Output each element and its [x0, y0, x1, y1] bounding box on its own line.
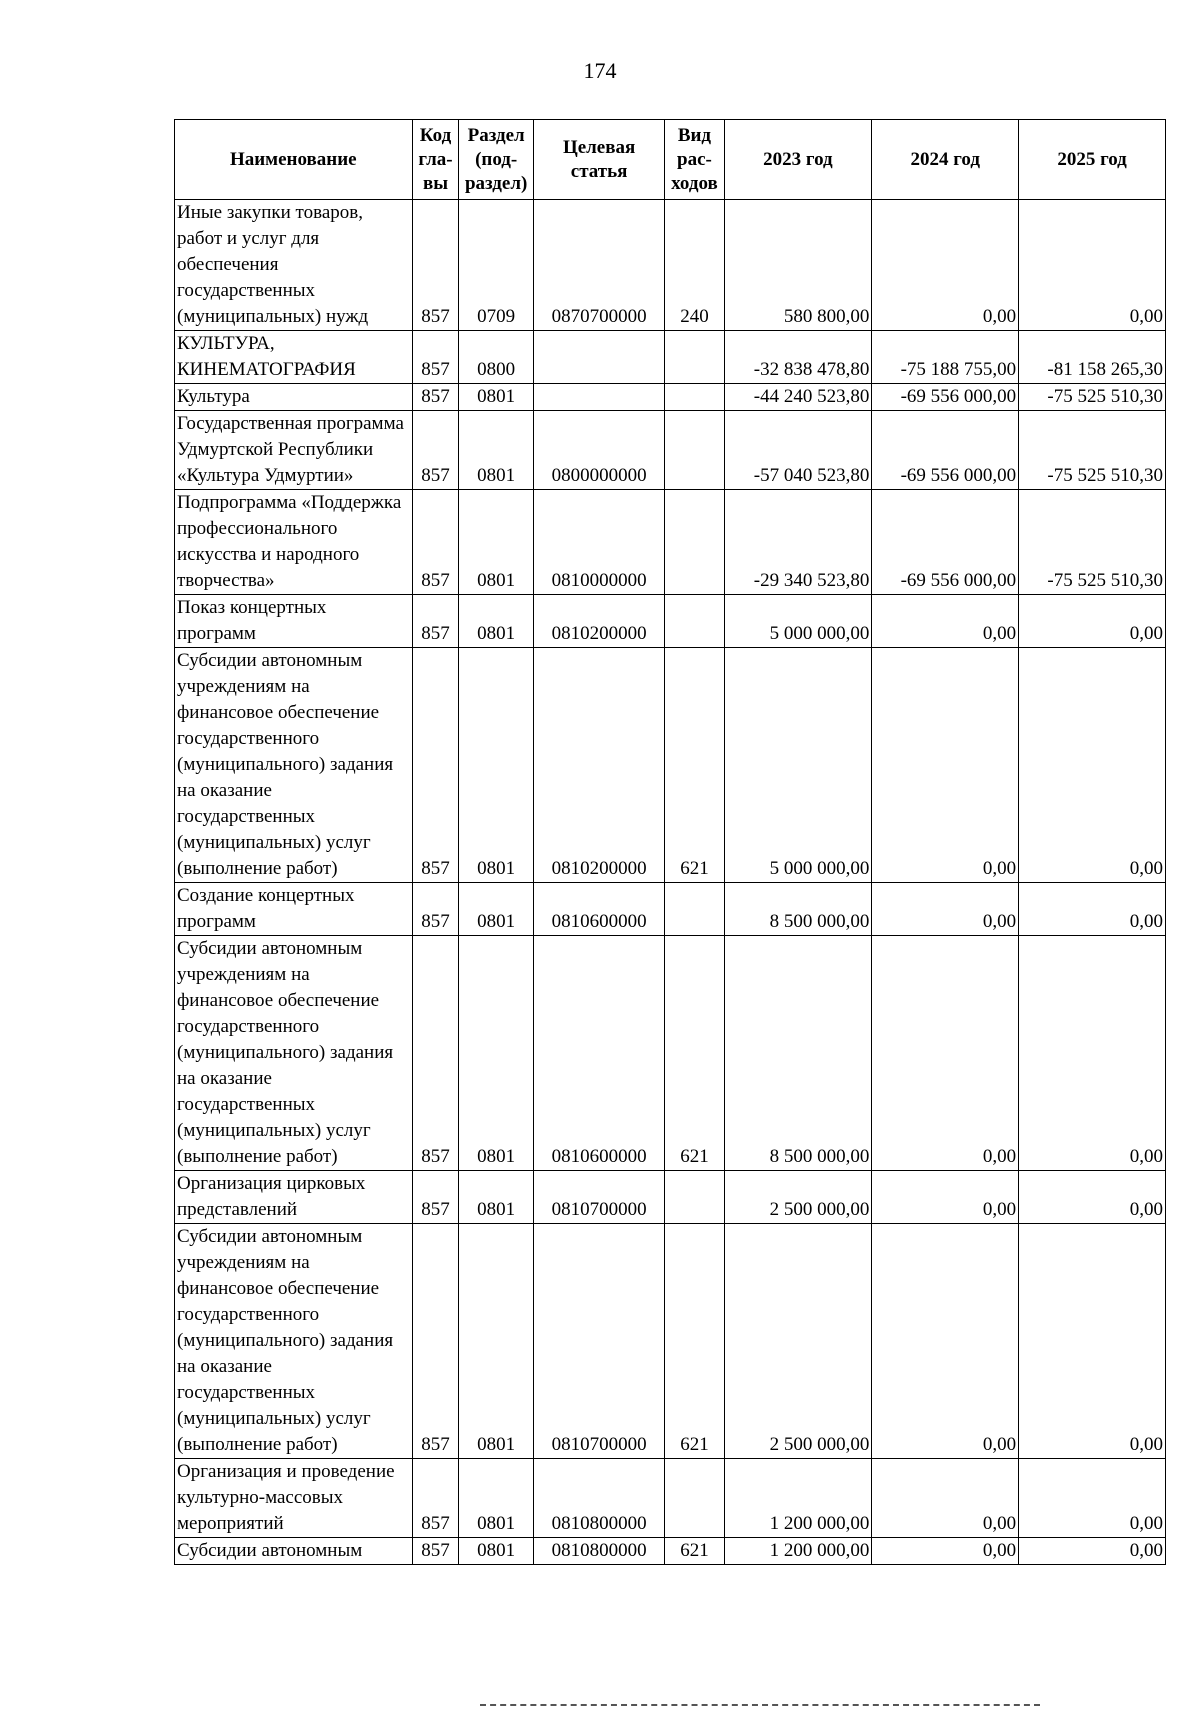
row-type: 621 [665, 648, 724, 883]
table-row [175, 490, 1166, 595]
row-2023: 1 200 000,00 [724, 1538, 872, 1565]
row-2024: -75 188 755,00 [872, 331, 1019, 384]
row-name: Подпрограмма «Поддержка профессионального искусства и народного творчества» [175, 490, 413, 595]
row-2024: -69 556 000,00 [872, 411, 1019, 490]
row-type: 240 [665, 200, 724, 331]
row-section: 0801 [459, 490, 533, 595]
row-section: 0801 [459, 883, 533, 936]
row-type: 621 [665, 1538, 724, 1565]
row-2025: 0,00 [1019, 936, 1166, 1171]
row-2024: 0,00 [872, 883, 1019, 936]
header-expense-type: Вид рас-ходов [665, 120, 724, 200]
table-row [175, 411, 1166, 490]
page-number: 174 [583, 58, 617, 83]
row-2025: 0,00 [1019, 1459, 1166, 1538]
header-2024: 2024 год [872, 120, 1019, 200]
row-2025: 0,00 [1019, 595, 1166, 648]
row-2024: 0,00 [872, 1459, 1019, 1538]
row-type [665, 1459, 724, 1538]
row-2023: 2 500 000,00 [724, 1224, 872, 1459]
row-2023: -57 040 523,80 [724, 411, 872, 490]
table-row [175, 1538, 1166, 1565]
row-2023: 5 000 000,00 [724, 595, 872, 648]
row-type [665, 331, 724, 384]
row-2023: 8 500 000,00 [724, 883, 872, 936]
row-name: Субсидии автономным [175, 1538, 413, 1565]
table-row [175, 200, 1166, 331]
row-2024: 0,00 [872, 936, 1019, 1171]
table-row [175, 384, 1166, 411]
row-2023: 8 500 000,00 [724, 936, 872, 1171]
row-2023: 1 200 000,00 [724, 1459, 872, 1538]
row-2025: 0,00 [1019, 1171, 1166, 1224]
header-2025: 2025 год [1019, 120, 1166, 200]
table-header-row [175, 120, 1166, 200]
row-target: 0810800000 [533, 1459, 665, 1538]
row-target: 0800000000 [533, 411, 665, 490]
row-name: Культура [175, 384, 413, 411]
row-target [533, 331, 665, 384]
row-2023: -29 340 523,80 [724, 490, 872, 595]
table-row [175, 883, 1166, 936]
row-target: 0810800000 [533, 1538, 665, 1565]
row-2025: 0,00 [1019, 648, 1166, 883]
row-code: 857 [412, 1538, 459, 1565]
row-type: 621 [665, 936, 724, 1171]
table-row [175, 1171, 1166, 1224]
row-2023: 580 800,00 [724, 200, 872, 331]
row-name: КУЛЬТУРА, КИНЕМАТОГРАФИЯ [175, 331, 413, 384]
table-row [175, 1459, 1166, 1538]
table-row [175, 1224, 1166, 1459]
row-type [665, 411, 724, 490]
row-2023: -32 838 478,80 [724, 331, 872, 384]
row-2023: 5 000 000,00 [724, 648, 872, 883]
row-2024: 0,00 [872, 595, 1019, 648]
row-type [665, 490, 724, 595]
row-type [665, 384, 724, 411]
row-section: 0801 [459, 1459, 533, 1538]
row-2023: 2 500 000,00 [724, 1171, 872, 1224]
header-target: Целевая статья [533, 120, 665, 200]
row-section: 0801 [459, 936, 533, 1171]
row-code: 857 [412, 331, 459, 384]
row-2025: -75 525 510,30 [1019, 384, 1166, 411]
row-2024: 0,00 [872, 1538, 1019, 1565]
row-2024: -69 556 000,00 [872, 384, 1019, 411]
table-row [175, 648, 1166, 883]
row-target: 0810600000 [533, 936, 665, 1171]
row-2024: 0,00 [872, 1224, 1019, 1459]
row-code: 857 [412, 936, 459, 1171]
row-2024: 0,00 [872, 1171, 1019, 1224]
row-section: 0800 [459, 331, 533, 384]
row-name: Государственная программа Удмуртской Республики «Культура Удмуртии» [175, 411, 413, 490]
row-target: 0810000000 [533, 490, 665, 595]
row-name: Показ концертных программ [175, 595, 413, 648]
header-section: Раздел (под-раздел) [459, 120, 533, 200]
row-type [665, 595, 724, 648]
row-2025: 0,00 [1019, 883, 1166, 936]
row-2025: -75 525 510,30 [1019, 490, 1166, 595]
row-target: 0810200000 [533, 648, 665, 883]
header-name: Наименование [175, 120, 413, 200]
row-2025: 0,00 [1019, 1224, 1166, 1459]
row-code: 857 [412, 490, 459, 595]
row-code: 857 [412, 411, 459, 490]
row-2025: -75 525 510,30 [1019, 411, 1166, 490]
row-code: 857 [412, 883, 459, 936]
row-target: 0810200000 [533, 595, 665, 648]
row-code: 857 [412, 384, 459, 411]
row-section: 0709 [459, 200, 533, 331]
row-name: Создание концертных программ [175, 883, 413, 936]
row-code: 857 [412, 1459, 459, 1538]
row-section: 0801 [459, 1171, 533, 1224]
row-type [665, 883, 724, 936]
header-2023: 2023 год [724, 120, 872, 200]
row-code: 857 [412, 200, 459, 331]
row-target [533, 384, 665, 411]
row-2025: -81 158 265,30 [1019, 331, 1166, 384]
row-target: 0810700000 [533, 1171, 665, 1224]
row-name: Иные закупки товаров, работ и услуг для обеспечения государственных (муниципальных) нужд [175, 200, 413, 331]
row-name: Субсидии автономным учреждениям на финансовое обеспечение государственного (муниципального) задания на оказание государственных (муниципальных) услуг (выполнение работ) [175, 1224, 413, 1459]
row-2024: 0,00 [872, 200, 1019, 331]
row-type [665, 1171, 724, 1224]
row-name: Субсидии автономным учреждениям на финансовое обеспечение государственного (муниципального) задания на оказание государственных (муниципальных) услуг (выполнение работ) [175, 648, 413, 883]
row-2025: 0,00 [1019, 200, 1166, 331]
row-target: 0810600000 [533, 883, 665, 936]
row-section: 0801 [459, 595, 533, 648]
scan-edge-divider [480, 1704, 1040, 1708]
row-section: 0801 [459, 411, 533, 490]
row-code: 857 [412, 1224, 459, 1459]
row-target: 0810700000 [533, 1224, 665, 1459]
header-code-chapter: Код гла-вы [412, 120, 459, 200]
row-2023: -44 240 523,80 [724, 384, 872, 411]
row-2024: -69 556 000,00 [872, 490, 1019, 595]
row-section: 0801 [459, 1538, 533, 1565]
row-code: 857 [412, 1171, 459, 1224]
row-2024: 0,00 [872, 648, 1019, 883]
row-code: 857 [412, 648, 459, 883]
row-section: 0801 [459, 648, 533, 883]
row-name: Субсидии автономным учреждениям на финансовое обеспечение государственного (муниципального) задания на оказание государственных (муниципальных) услуг (выполнение работ) [175, 936, 413, 1171]
table-row [175, 595, 1166, 648]
row-target: 0870700000 [533, 200, 665, 331]
row-2025: 0,00 [1019, 1538, 1166, 1565]
row-type: 621 [665, 1224, 724, 1459]
row-code: 857 [412, 595, 459, 648]
table-row [175, 936, 1166, 1171]
row-section: 0801 [459, 1224, 533, 1459]
budget-table [174, 119, 1166, 1565]
row-name: Организация цирковых представлений [175, 1171, 413, 1224]
row-name: Организация и проведение культурно-массовых мероприятий [175, 1459, 413, 1538]
table-row [175, 331, 1166, 384]
row-section: 0801 [459, 384, 533, 411]
